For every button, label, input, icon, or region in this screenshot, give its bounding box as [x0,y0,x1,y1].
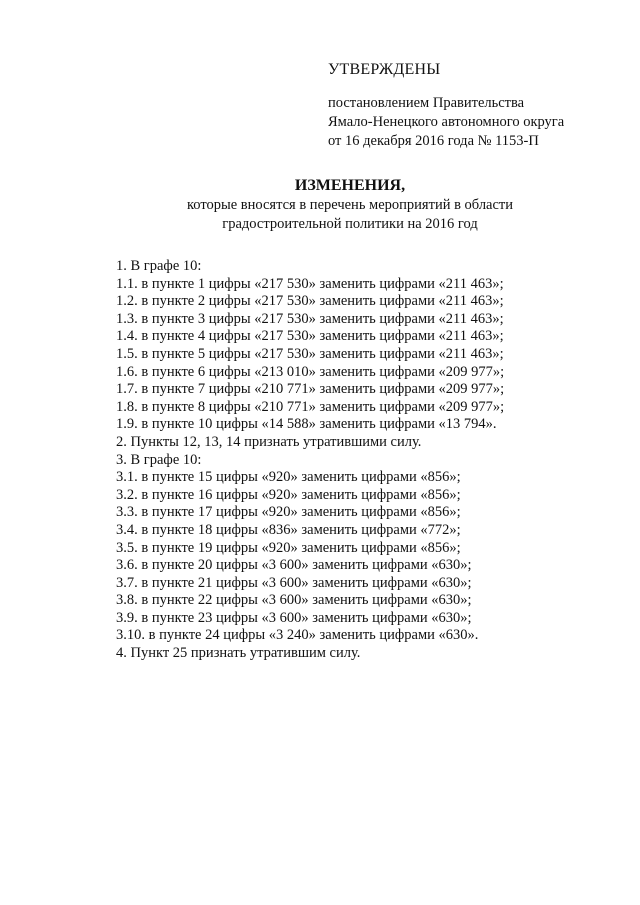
change-item: 3.4. в пункте 18 цифры «836» заменить цифрами «772»; [116,521,461,538]
change-item: 1.3. в пункте 3 цифры «217 530» заменить цифрами «211 463»; [116,310,504,327]
change-item: 3. В графе 10: [116,451,202,468]
change-item: 1.2. в пункте 2 цифры «217 530» заменить цифрами «211 463»; [116,293,504,310]
change-item: 1.8. в пункте 8 цифры «210 771» заменить цифрами «209 977»; [116,398,505,415]
change-item: 3.5. в пункте 19 цифры «920» заменить цифрами «856»; [116,539,461,556]
document-heading [0,176,640,234]
change-item: 1.4. в пункте 4 цифры «217 530» заменить цифрами «211 463»; [116,328,504,345]
change-item: 1.1. в пункте 1 цифры «217 530» заменить цифрами «211 463»; [116,275,504,292]
change-item: 1.7. в пункте 7 цифры «210 771» заменить цифрами «209 977»; [116,381,505,398]
approval-block [328,60,628,151]
change-item: 3.3. в пункте 17 цифры «920» заменить цифрами «856»; [116,504,461,521]
heading-title: ИЗМЕНЕНИЯ, [294,177,406,194]
changes-list [116,258,616,663]
change-item: 1. В графе 10: [116,258,202,274]
change-item: 3.7. в пункте 21 цифры «3 600» заменить цифрами «630»; [116,574,472,591]
heading-subtitle-line: которые вносятся в перечень мероприятий в области [186,197,514,213]
change-item: 3.2. в пункте 16 цифры «920» заменить цифрами «856»; [116,486,461,503]
change-item: 1.6. в пункте 6 цифры «213 010» заменить цифрами «209 977»; [116,363,505,380]
approval-line: постановлением Правительства [328,95,525,111]
change-item: 1.9. в пункте 10 цифры «14 588» заменить цифрами «13 794». [116,416,497,433]
heading-subtitle-line: градостроительной политики на 2016 год [222,216,478,232]
change-item: 2. Пункты 12, 13, 14 признать утратившими силу. [116,433,422,450]
change-item: 4. Пункт 25 признать утратившим силу. [116,645,361,662]
change-item: 3.8. в пункте 22 цифры «3 600» заменить цифрами «630»; [116,592,472,609]
change-item: 3.9. в пункте 23 цифры «3 600» заменить цифрами «630»; [116,609,472,626]
change-item: 1.5. в пункте 5 цифры «217 530» заменить цифрами «211 463»; [116,345,504,362]
change-item: 3.1. в пункте 15 цифры «920» заменить цифрами «856»; [116,469,461,486]
change-item: 3.6. в пункте 20 цифры «3 600» заменить цифрами «630»; [116,557,472,574]
change-item: 3.10. в пункте 24 цифры «3 240» заменить цифрами «630». [116,627,479,644]
approval-line: Ямало-Ненецкого автономного округа [328,114,565,130]
approval-line: от 16 декабря 2016 года № 1153-П [328,133,539,149]
approval-title: УТВЕРЖДЕНЫ [328,61,441,78]
